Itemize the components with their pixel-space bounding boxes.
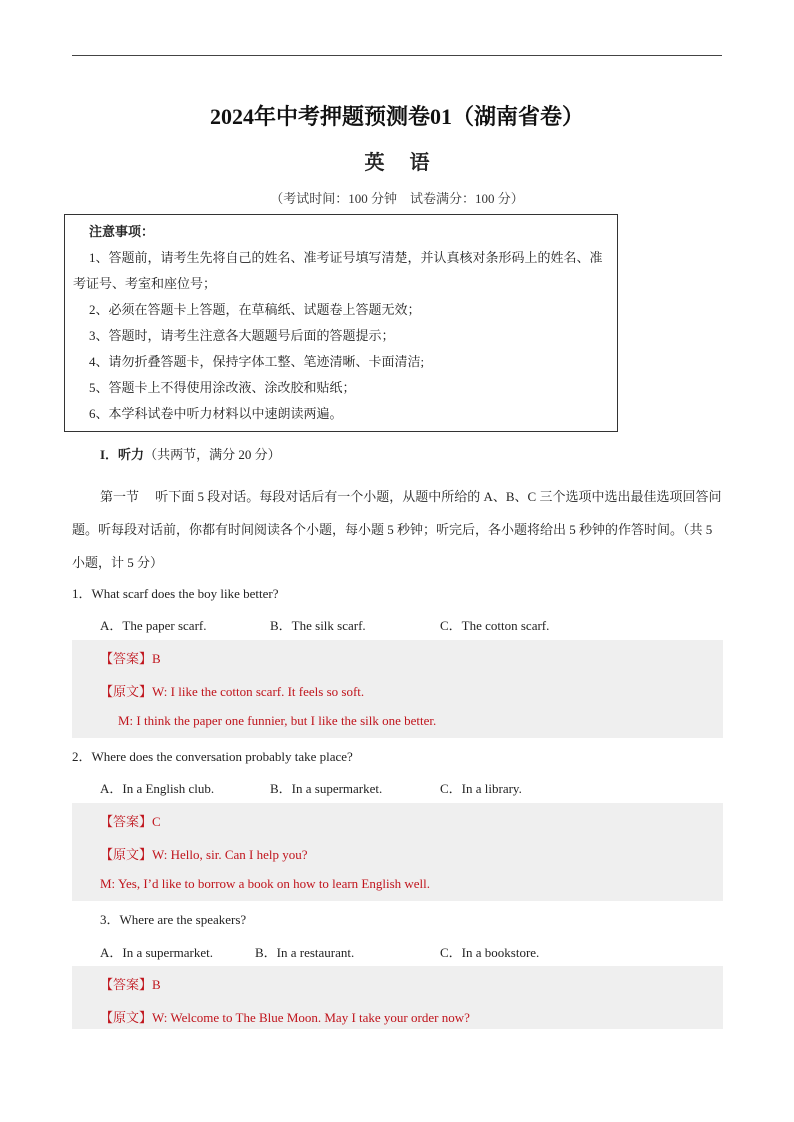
answer-box bbox=[72, 640, 723, 738]
question-stem: 1．What scarf does the boy like better? bbox=[72, 586, 279, 601]
notice-item: 5、答题卡上不得使用涂改液、涂改胶和贴纸； bbox=[89, 380, 356, 395]
notice-title: 注意事项： bbox=[89, 224, 155, 239]
transcript-line: 【原文】W: Welcome to The Blue Moon. May I take your order now? bbox=[100, 1010, 470, 1025]
answer-key: 【答案】C bbox=[100, 814, 161, 829]
notice-box bbox=[64, 214, 618, 432]
notice-item: 2、必须在答题卡上答题，在草稿纸、试题卷上答题无效； bbox=[89, 302, 421, 317]
section-heading bbox=[100, 444, 281, 463]
answer-key: 【答案】B bbox=[100, 651, 161, 666]
answer-box bbox=[72, 966, 723, 1029]
exam-time-info: （考试时间：100 分钟 试卷满分：100 分） bbox=[270, 191, 524, 206]
answer-key: 【答案】B bbox=[100, 977, 161, 992]
section-note: （共两节，满分 20 分） bbox=[144, 447, 281, 462]
exam-title: 2024年中考押题预测卷01（湖南省卷） bbox=[209, 104, 584, 129]
subject-title: 英 语 bbox=[364, 152, 440, 174]
question-stem: 2．Where does the conversation probably take place? bbox=[72, 749, 353, 764]
option-a: A．In a English club. bbox=[100, 781, 215, 796]
option-c: C．In a library. bbox=[440, 781, 522, 796]
option-b: B．In a restaurant. bbox=[255, 945, 355, 960]
option-a: A．In a supermarket. bbox=[100, 945, 213, 960]
transcript-line: M: Yes, I’d like to borrow a book on how to learn English well. bbox=[100, 876, 431, 891]
transcript-line: M: I think the paper one funnier, but I like the silk one better. bbox=[118, 713, 437, 728]
transcript-line: 【原文】W: Hello, sir. Can I help you? bbox=[100, 847, 308, 862]
notice-item: 3、答题时，请考生注意各大题题号后面的答题提示； bbox=[89, 328, 395, 343]
option-c: C．The cotton scarf. bbox=[440, 618, 550, 633]
option-c: C．In a bookstore. bbox=[440, 945, 540, 960]
notice-item: 1、答题前，请考生先将自己的姓名、准考证号填写清楚，并认真核对条形码上的姓名、准考证号、考室和座位号； bbox=[73, 250, 603, 291]
section-label: I．听力 bbox=[100, 447, 145, 462]
option-b: B．In a supermarket. bbox=[270, 781, 383, 796]
option-b: B．The silk scarf. bbox=[270, 618, 366, 633]
answer-box bbox=[72, 803, 723, 901]
section-intro: 第一节 听下面 5 段对话。每段对话后有一个小题，从题中所给的 A、B、C 三个选项中选出最佳选项回答问题。听每段对话前，你都有时间阅读各个小题，每小题 5 秒钟；听完后，各小题将给出 5 秒钟的作答时间。（共 5 小题，计 5 分） bbox=[72, 489, 722, 570]
header-rule bbox=[72, 55, 722, 56]
notice-item: 6、本学科试卷中听力材料以中速朗读两遍。 bbox=[89, 406, 343, 421]
notice-item: 4、请勿折叠答题卡，保持字体工整、笔迹清晰、卡面清洁; bbox=[89, 354, 425, 369]
question-stem: 3．Where are the speakers? bbox=[100, 912, 247, 927]
option-a: A．The paper scarf. bbox=[100, 618, 207, 633]
transcript-line: 【原文】W: I like the cotton scarf. It feels so soft. bbox=[100, 684, 365, 699]
